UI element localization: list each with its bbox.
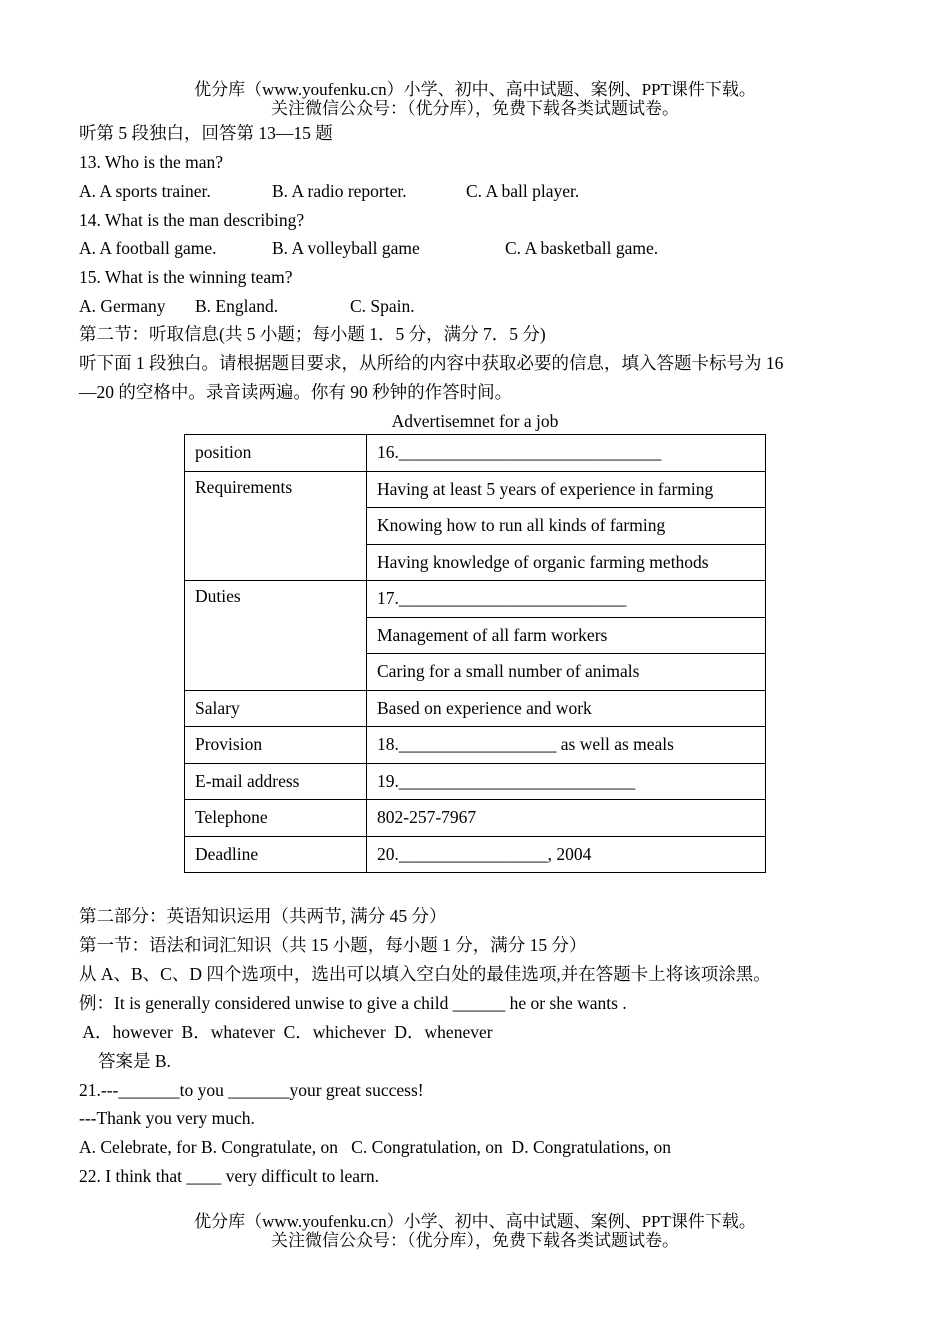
q13-option-a: A. A sports trainer. — [79, 181, 211, 201]
section2-heading: 第二节：听取信息(共 5 小题；每小题 1．5 分，满分 7．5 分) — [79, 324, 546, 344]
requirement-1: Having at least 5 years of experience in farming — [367, 471, 766, 508]
label-email: E-mail address — [185, 763, 367, 800]
example-question: 例：It is generally considered unwise to give a child ______ he or she wants . — [79, 993, 627, 1013]
answer-16: 16.______________________________ — [367, 435, 766, 472]
table-row-duties — [185, 581, 766, 618]
table-row-requirements — [185, 471, 766, 508]
telephone-value: 802-257-7967 — [367, 800, 766, 837]
header-line-1: 优分库（www.youfenku.cn）小学、初中、高中试题、案例、PPT课件下载。 — [194, 80, 756, 99]
salary-value: Based on experience and work — [367, 690, 766, 727]
page-header — [0, 80, 950, 118]
question-21-reply: ---Thank you very much. — [79, 1108, 255, 1128]
section2-instruction-1: 听下面 1 段独白。请根据题目要求，从所给的内容中获取必要的信息，填入答题卡标号为 16 — [79, 353, 784, 373]
part-two-section1: 第一节：语法和词汇知识（共 15 小题，每小题 1 分，满分 15 分） — [79, 935, 587, 955]
label-salary: Salary — [185, 690, 367, 727]
part-two-heading: 第二部分：英语知识运用（共两节, 满分 45 分） — [79, 906, 447, 926]
label-telephone: Telephone — [185, 800, 367, 837]
q13-option-b: B. A radio reporter. — [272, 181, 407, 201]
q13-option-c: C. A ball player. — [466, 181, 580, 201]
answer-19: 19.___________________________ — [367, 763, 766, 800]
example-answer: 答案是 B. — [98, 1051, 171, 1071]
header-line-2: 关注微信公众号：（优分库），免费下载各类试题试卷。 — [271, 99, 679, 118]
question-13: 13. Who is the man? — [79, 152, 224, 172]
table-row-salary — [185, 690, 766, 727]
answer-20: 20._________________, 2004 — [367, 836, 766, 873]
q15-option-b: B. England. — [195, 296, 279, 316]
footer-line-2: 关注微信公众号：（优分库），免费下载各类试题试卷。 — [271, 1231, 679, 1250]
duty-3: Caring for a small number of animals — [367, 654, 766, 691]
label-deadline: Deadline — [185, 836, 367, 873]
label-requirements: Requirements — [185, 471, 367, 581]
part-two-instruction: 从 A、B、C、D 四个选项中，选出可以填入空白处的最佳选项,并在答题卡上将该项涂黑。 — [79, 964, 771, 984]
footer-line-1: 优分库（www.youfenku.cn）小学、初中、高中试题、案例、PPT课件下载。 — [194, 1212, 756, 1231]
q15-option-a: A. Germany — [79, 296, 166, 316]
label-provision: Provision — [185, 727, 367, 764]
q15-option-c: C. Spain. — [350, 296, 415, 316]
table-row-deadline — [185, 836, 766, 873]
example-options: A．however B．whatever C．whichever D．whenever — [79, 1022, 493, 1042]
question-21: 21.---_______to you _______your great success! — [79, 1080, 424, 1100]
table-row-telephone — [185, 800, 766, 837]
answer-17: 17.__________________________ — [367, 581, 766, 618]
question-14: 14. What is the man describing? — [79, 210, 305, 230]
q14-option-a: A. A football game. — [79, 238, 217, 258]
label-duties: Duties — [185, 581, 367, 691]
requirement-3: Having knowledge of organic farming methods — [367, 544, 766, 581]
section-intro: 听第 5 段独白，回答第 13—15 题 — [79, 123, 333, 143]
answer-18: 18.__________________ as well as meals — [367, 727, 766, 764]
section2-instruction-2: —20 的空格中。录音读两遍。你有 90 秒钟的作答时间。 — [79, 382, 513, 402]
q14-option-b: B. A volleyball game — [272, 238, 420, 258]
label-position: position — [185, 435, 367, 472]
table-row-provision — [185, 727, 766, 764]
table-title: Advertisemnet for a job — [391, 411, 559, 431]
question-21-options: A. Celebrate, for B. Congratulate, on C. Congratulation, on D. Congratulations, on — [79, 1137, 671, 1157]
job-ad-table — [184, 434, 766, 873]
question-22: 22. I think that ____ very difficult to learn. — [79, 1166, 380, 1186]
table-row-position — [185, 435, 766, 472]
page-footer — [0, 1212, 950, 1250]
question-15: 15. What is the winning team? — [79, 267, 293, 287]
q14-option-c: C. A basketball game. — [505, 238, 659, 258]
table-row-email — [185, 763, 766, 800]
requirement-2: Knowing how to run all kinds of farming — [367, 508, 766, 545]
duty-2: Management of all farm workers — [367, 617, 766, 654]
